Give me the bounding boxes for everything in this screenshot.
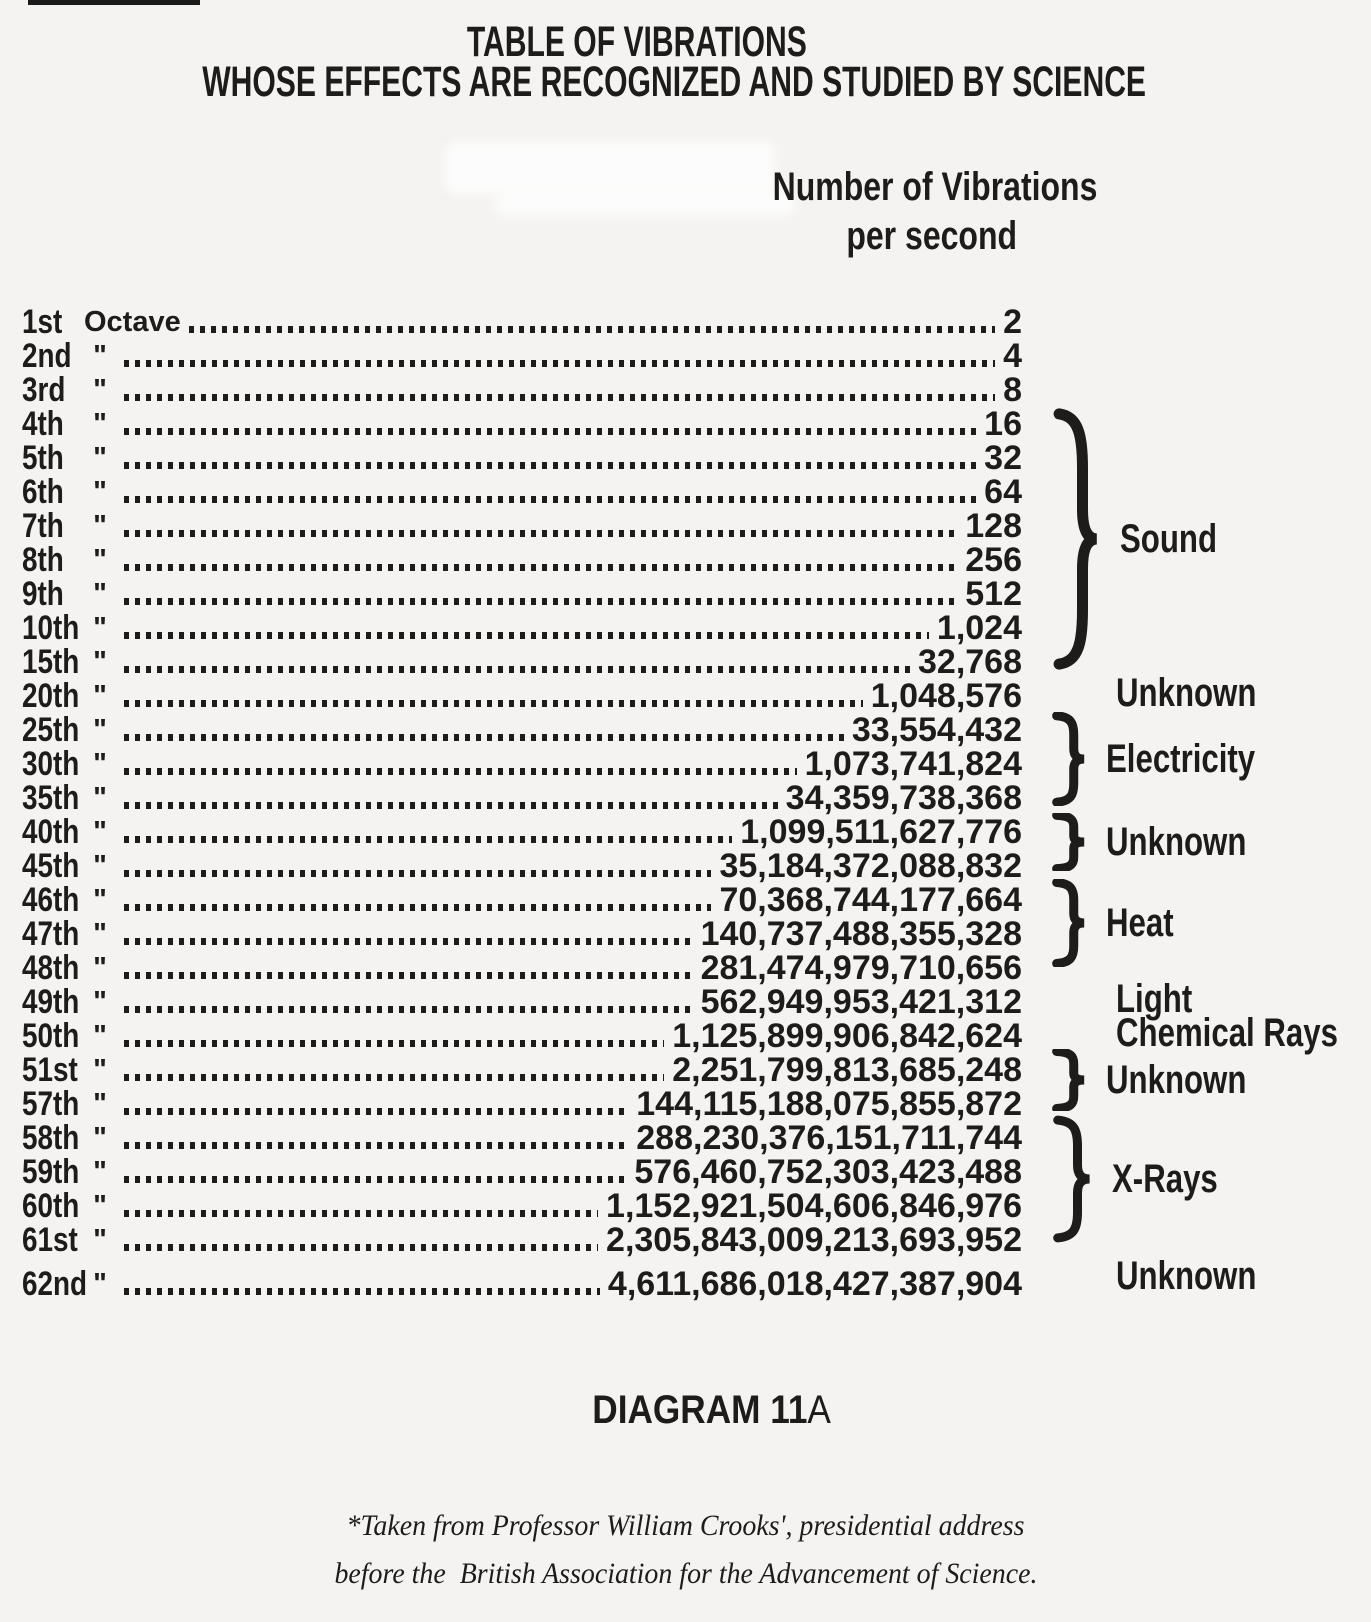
annotation-x-rays	[1050, 1115, 1248, 1243]
table-row	[22, 781, 1022, 815]
table-row	[22, 951, 1022, 985]
vibrations-per-second-value: 1,048,576	[870, 677, 1022, 715]
category-label-heat: Heat	[1106, 900, 1174, 945]
annotation-heat	[1050, 879, 1193, 967]
vibrations-per-second-value: 1,073,741,824	[804, 745, 1022, 783]
table-row	[22, 1155, 1022, 1189]
column-header-line-1: Number of Vibrations	[772, 165, 1098, 209]
vibrations-per-second-value: 2	[1003, 303, 1022, 341]
dotted-leader	[124, 360, 995, 367]
octave-ordinal: 57th	[22, 1085, 80, 1123]
table-row	[22, 713, 1022, 747]
dotted-leader	[124, 1244, 598, 1251]
octave-ordinal: 2nd	[22, 337, 72, 375]
footnote	[0, 1502, 1371, 1598]
octave-ordinal: 20th	[22, 677, 80, 715]
octave-ordinal: 4th	[22, 405, 64, 443]
table-row	[22, 407, 1022, 441]
octave-ditto-mark: "	[93, 680, 107, 712]
octave-ditto-mark: "	[93, 918, 107, 950]
octave-ordinal: 59th	[22, 1153, 80, 1191]
vibrations-per-second-value: 1,024	[936, 609, 1022, 647]
octave-ordinal: 30th	[22, 745, 80, 783]
vibrations-per-second-value: 140,737,488,355,328	[700, 915, 1022, 953]
vibration-table	[22, 305, 1022, 1301]
dotted-leader	[124, 598, 957, 605]
octave-ditto-mark: "	[93, 816, 107, 848]
octave-ordinal: 47th	[22, 915, 80, 953]
table-row	[22, 1087, 1022, 1121]
table-row	[22, 611, 1022, 645]
title-line-1: TABLE OF VIBRATIONS	[466, 18, 807, 66]
diagram-caption	[0, 1388, 1371, 1433]
scan-artifact-bar	[28, 0, 200, 5]
octave-ditto-mark: "	[93, 408, 107, 440]
table-row	[22, 1223, 1022, 1257]
octave-ordinal: 6th	[22, 473, 64, 511]
octave-ordinal: 5th	[22, 439, 64, 477]
vibrations-per-second-value: 32,768	[918, 643, 1022, 681]
table-row	[22, 917, 1022, 951]
vibrations-per-second-value: 16	[984, 405, 1022, 443]
vibrations-per-second-value: 64	[984, 473, 1022, 511]
vibrations-per-second-value: 288,230,376,151,711,744	[636, 1119, 1022, 1157]
table-row	[22, 645, 1022, 679]
dotted-leader	[124, 700, 863, 707]
dotted-leader	[124, 802, 778, 809]
octave-ditto-mark: "	[93, 1268, 107, 1300]
octave-ditto-mark: "	[93, 612, 107, 644]
annotation-sound	[1050, 403, 1244, 675]
octave-ditto-mark: "	[93, 1020, 107, 1052]
table-row	[22, 849, 1022, 883]
category-label-unknown: Unknown	[1116, 670, 1257, 715]
vibrations-per-second-value: 281,474,979,710,656	[700, 949, 1022, 987]
table-row	[22, 441, 1022, 475]
caption-main: DIAGRAM 11	[592, 1388, 808, 1432]
dotted-leader	[124, 836, 732, 843]
octave-ditto-mark: "	[93, 578, 107, 610]
vibrations-per-second-value: 35,184,372,088,832	[719, 847, 1022, 885]
category-label-unknown: Unknown	[1116, 1253, 1257, 1298]
octave-ditto-mark: "	[93, 374, 107, 406]
octave-ditto-mark: "	[93, 340, 107, 372]
octave-ditto-mark: "	[93, 1088, 107, 1120]
dotted-leader	[124, 1108, 628, 1115]
octave-ordinal: 9th	[22, 575, 64, 613]
footnote-line-2: before the British Association for the Advancement of Science.	[333, 1557, 1038, 1590]
table-row	[22, 1121, 1022, 1155]
dotted-leader	[124, 666, 910, 673]
column-header	[732, 163, 1132, 261]
dotted-leader	[124, 1006, 693, 1013]
table-row	[22, 1019, 1022, 1053]
dotted-leader	[124, 904, 711, 911]
octave-ordinal: 40th	[22, 813, 80, 851]
annotation-chemical-rays	[1050, 1010, 1371, 1055]
brace-icon	[1050, 403, 1102, 675]
table-row	[22, 373, 1022, 407]
dotted-leader	[124, 1176, 626, 1183]
dotted-leader	[124, 394, 995, 401]
brace-icon	[1050, 813, 1088, 871]
octave-ordinal: 48th	[22, 949, 80, 987]
brace-icon	[1050, 712, 1088, 806]
vibrations-per-second-value: 8	[1003, 371, 1022, 409]
vibrations-per-second-value: 128	[965, 507, 1022, 545]
octave-ditto-mark: "	[93, 748, 107, 780]
vibrations-per-second-value: 576,460,752,303,423,488	[634, 1153, 1022, 1191]
octave-ordinal: 50th	[22, 1017, 80, 1055]
table-row	[22, 475, 1022, 509]
vibrations-per-second-value: 256	[965, 541, 1022, 579]
dotted-leader	[124, 1288, 600, 1295]
octave-ditto-mark: "	[93, 442, 107, 474]
category-label-x-rays: X-Rays	[1112, 1156, 1218, 1201]
vibrations-per-second-value: 34,359,738,368	[785, 779, 1022, 817]
annotation-unknown-20th	[1050, 670, 1296, 715]
dotted-leader	[124, 768, 797, 775]
vibrations-per-second-value: 2,305,843,009,213,693,952	[606, 1221, 1022, 1259]
octave-ditto-mark: "	[93, 1224, 107, 1256]
category-label-unknown: Unknown	[1106, 819, 1247, 864]
octave-ditto-mark: "	[93, 1122, 107, 1154]
octave-ordinal: 46th	[22, 881, 80, 919]
vibrations-per-second-value: 1,125,899,906,842,624	[672, 1017, 1022, 1055]
table-row	[22, 883, 1022, 917]
table-row	[22, 577, 1022, 611]
table-row	[22, 1267, 1022, 1301]
octave-ordinal: 8th	[22, 541, 64, 579]
annotation-unknown-40-45	[1050, 813, 1286, 871]
column-header-line-2: per second	[846, 214, 1018, 258]
category-label-sound: Sound	[1120, 516, 1218, 561]
dotted-leader	[124, 428, 976, 435]
dotted-leader	[124, 734, 844, 741]
table-row	[22, 543, 1022, 577]
table-row	[22, 339, 1022, 373]
table-row	[22, 1053, 1022, 1087]
vibrations-per-second-value: 70,368,744,177,664	[719, 881, 1022, 919]
table-row	[22, 747, 1022, 781]
footnote-line-1: *Taken from Professor William Crooks', presidential address	[346, 1509, 1025, 1542]
vibrations-per-second-value: 4,611,686,018,427,387,904	[607, 1265, 1022, 1303]
page-title	[0, 18, 1274, 106]
table-row	[22, 679, 1022, 713]
vibrations-per-second-value: 1,152,921,504,606,846,976	[606, 1187, 1022, 1225]
table-row	[22, 1189, 1022, 1223]
octave-ditto-mark: "	[93, 646, 107, 678]
dotted-leader	[124, 632, 929, 639]
category-label-chemical-rays: Chemical Rays	[1116, 1010, 1338, 1055]
dotted-leader	[189, 326, 995, 333]
annotation-unknown-62nd	[1050, 1253, 1296, 1298]
table-row	[22, 815, 1022, 849]
octave-ordinal: 60th	[22, 1187, 80, 1225]
brace-icon	[1050, 1049, 1088, 1111]
vibrations-per-second-value: 32	[984, 439, 1022, 477]
vibrations-per-second-value: 4	[1003, 337, 1022, 375]
table-row	[22, 305, 1022, 339]
octave-ditto-mark: "	[93, 476, 107, 508]
table-row	[22, 985, 1022, 1019]
title-line-2: WHOSE EFFECTS ARE RECOGNIZED AND STUDIED BY SCIENCE	[202, 58, 1147, 106]
dotted-leader	[124, 496, 976, 503]
dotted-leader	[124, 1210, 598, 1217]
octave-ordinal: 1st	[22, 303, 63, 341]
dotted-leader	[124, 1074, 664, 1081]
octave-ditto-mark: "	[93, 544, 107, 576]
caption-suffix: A	[807, 1388, 832, 1432]
brace-icon	[1050, 1115, 1094, 1243]
dotted-leader	[124, 530, 957, 537]
vibrations-per-second-value: 33,554,432	[851, 711, 1022, 749]
octave-ditto-mark: "	[93, 1054, 107, 1086]
octave-ordinal: 58th	[22, 1119, 80, 1157]
scan-bleedthrough-artifact	[445, 142, 775, 194]
octave-ordinal: 51st	[22, 1051, 78, 1089]
dotted-leader	[124, 462, 976, 469]
annotation-unknown-51-57	[1050, 1049, 1286, 1111]
octave-ditto-mark: "	[93, 714, 107, 746]
annotation-electricity	[1050, 712, 1297, 806]
dotted-leader	[124, 1142, 628, 1149]
dotted-leader	[124, 564, 957, 571]
category-label-electricity: Electricity	[1106, 736, 1256, 781]
octave-ditto-mark: "	[93, 850, 107, 882]
octave-ordinal: 15th	[22, 643, 80, 681]
octave-ordinal: 45th	[22, 847, 80, 885]
octave-ditto-mark: "	[93, 782, 107, 814]
dotted-leader	[124, 938, 693, 945]
vibrations-per-second-value: 2,251,799,813,685,248	[672, 1051, 1022, 1089]
octave-ordinal: 35th	[22, 779, 80, 817]
octave-ordinal: 7th	[22, 507, 64, 545]
octave-ditto-mark: "	[93, 986, 107, 1018]
table-row	[22, 509, 1022, 543]
octave-ordinal: 10th	[22, 609, 80, 647]
octave-ditto-mark: "	[93, 510, 107, 542]
vibrations-per-second-value: 144,115,188,075,855,872	[636, 1085, 1022, 1123]
octave-ditto-mark: "	[93, 952, 107, 984]
brace-icon	[1050, 879, 1088, 967]
vibrations-per-second-value: 562,949,953,421,312	[700, 983, 1022, 1021]
dotted-leader	[124, 870, 711, 877]
octave-ordinal: 49th	[22, 983, 80, 1021]
octave-ordinal: 61st	[22, 1221, 78, 1259]
octave-ditto-mark: "	[93, 1156, 107, 1188]
octave-ordinal: 25th	[22, 711, 80, 749]
dotted-leader	[124, 972, 693, 979]
octave-ditto-mark: "	[93, 1190, 107, 1222]
category-label-unknown: Unknown	[1106, 1057, 1247, 1102]
dotted-leader	[124, 1040, 664, 1047]
vibrations-per-second-value: 512	[965, 575, 1022, 613]
octave-ditto-mark: Octave	[84, 306, 181, 338]
octave-ditto-mark: "	[93, 884, 107, 916]
octave-ordinal: 3rd	[22, 371, 66, 409]
octave-ordinal: 62nd	[22, 1265, 88, 1303]
category-label-light: Light	[1116, 976, 1193, 1021]
vibrations-per-second-value: 1,099,511,627,776	[740, 813, 1022, 851]
